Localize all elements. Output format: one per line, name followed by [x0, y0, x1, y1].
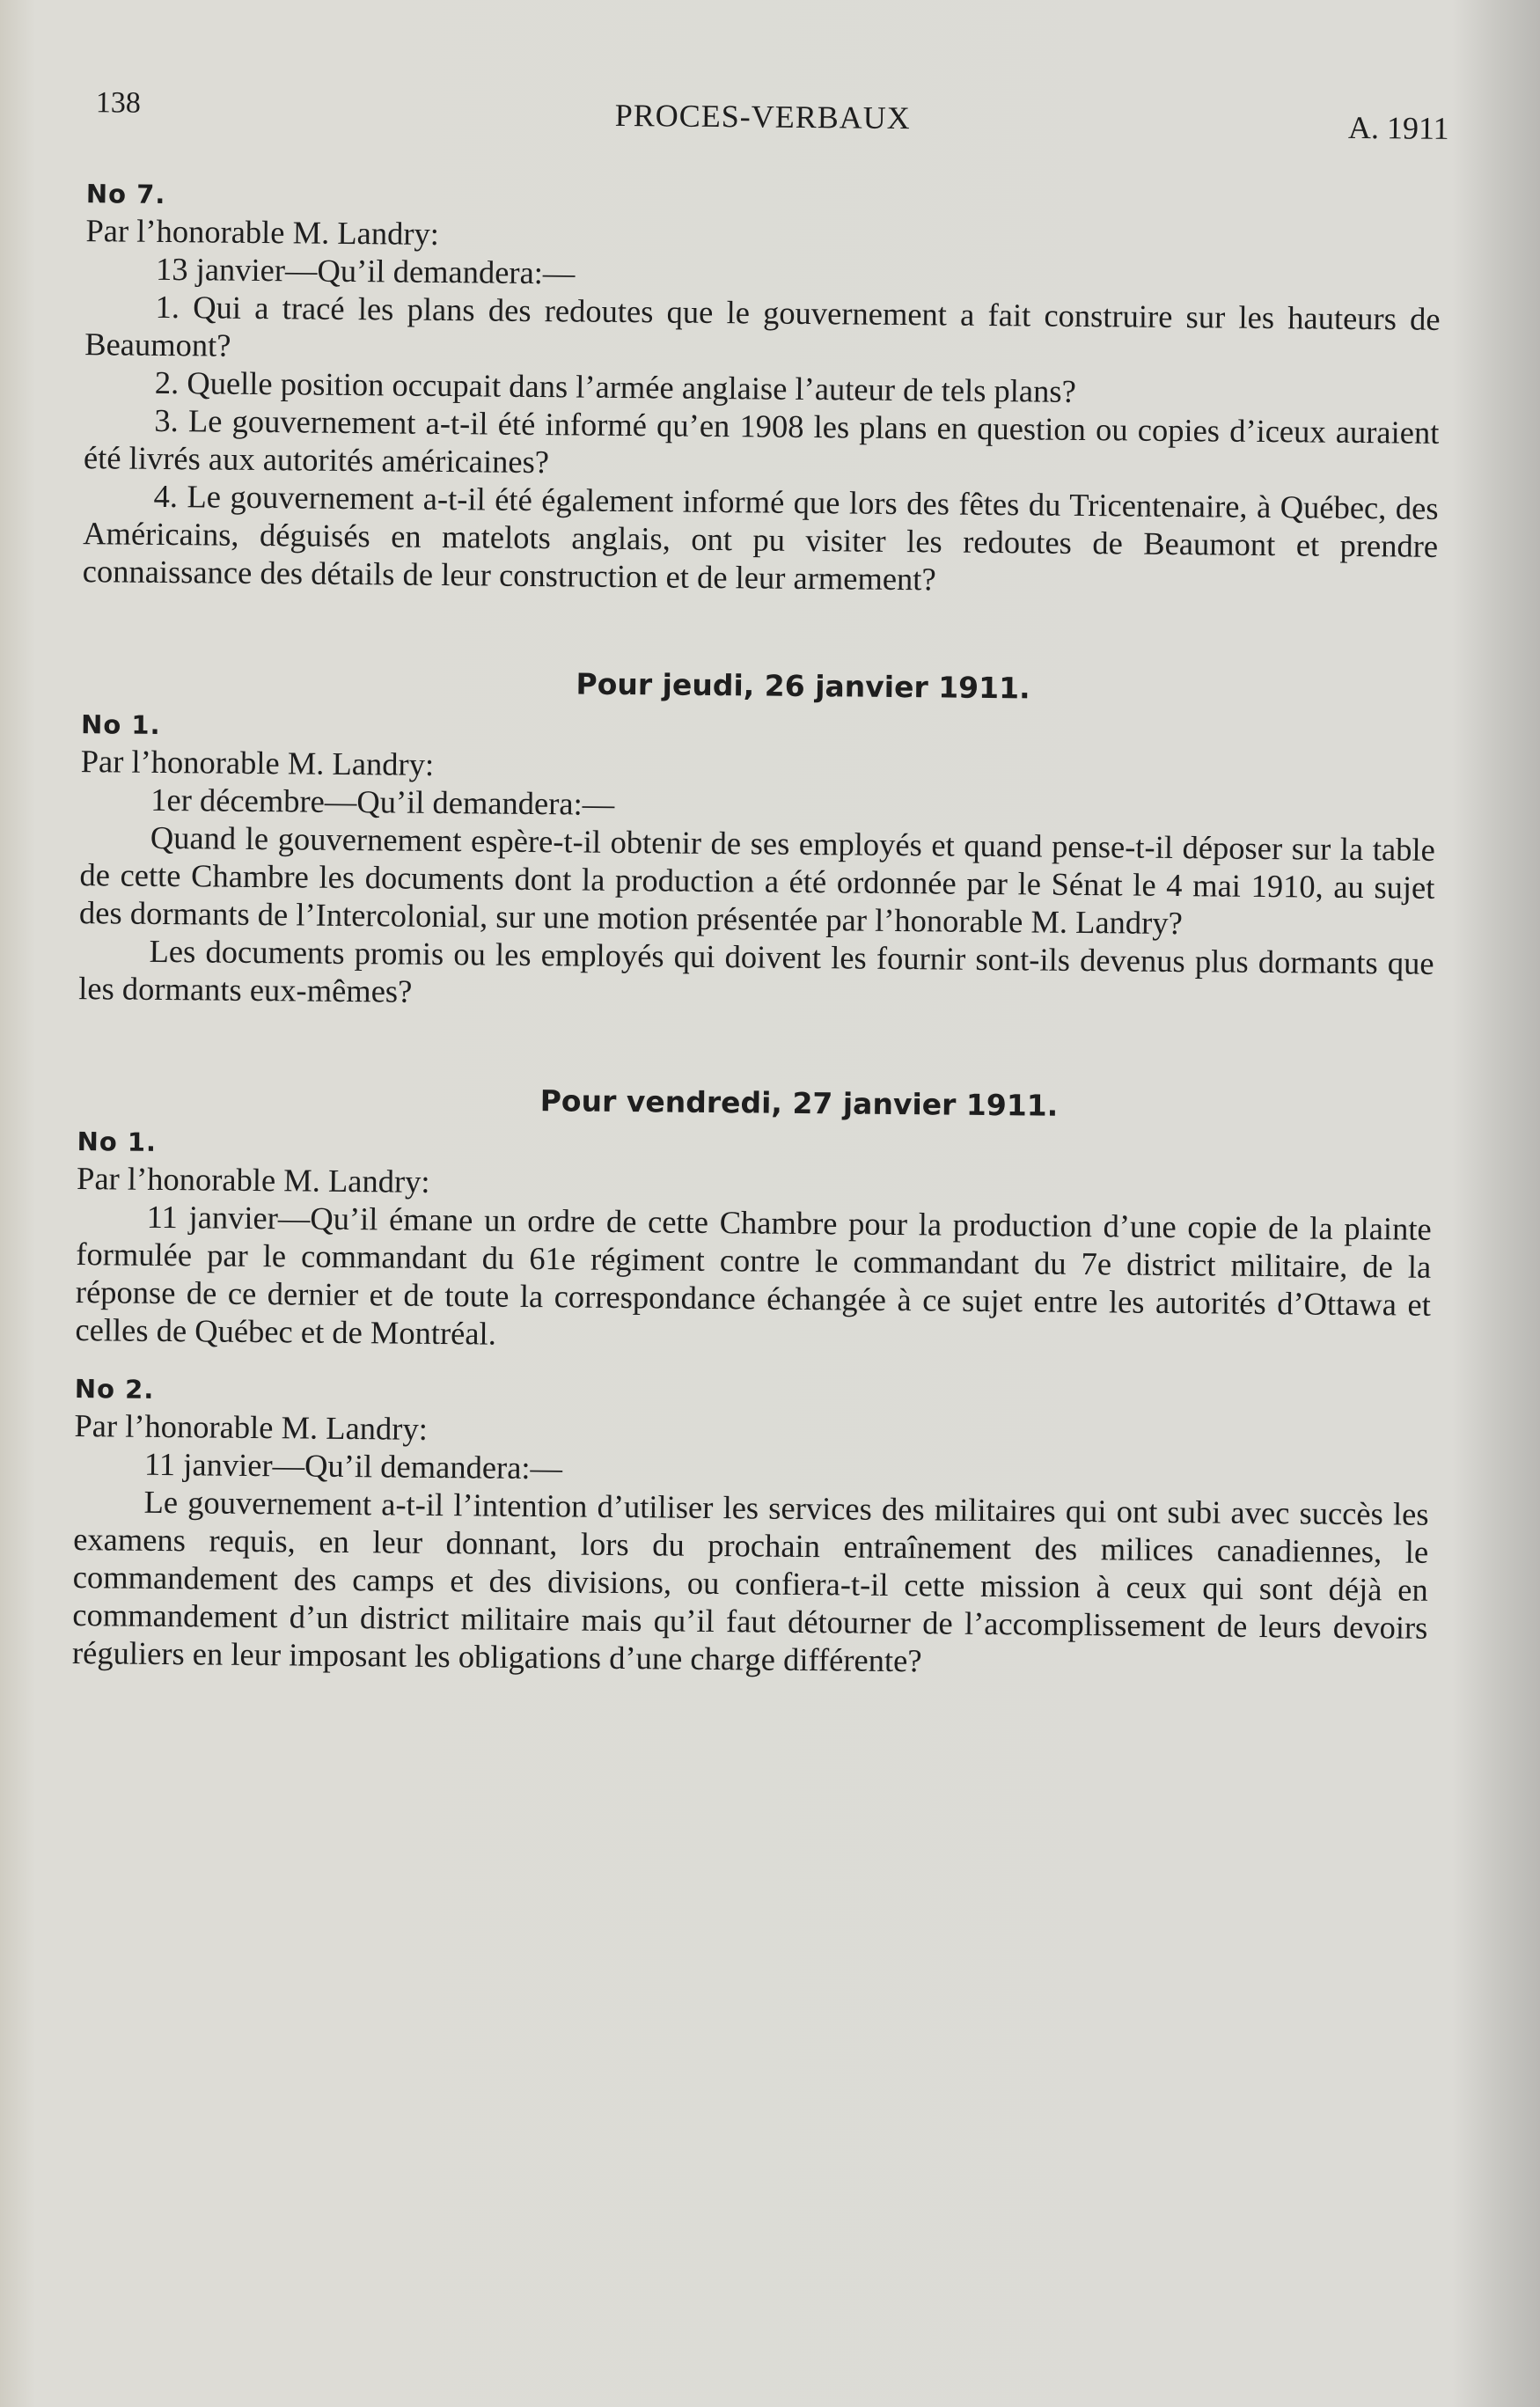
question-block: [78, 707, 1436, 1020]
running-title: PROCES-VERBAUX: [614, 97, 911, 136]
question-paragraph: 11 janvier—Qu’il émane un ordre de cette Chambre pour la production d’une copie de la plainte formulée par le commandant du 61e régiment contre le commandant du 7e district militaire, de la réponse de ce dernier et de toute la correspondance échangée à ce sujet entre les autorités d’Ottawa et celles de Québec et de Montréal.: [75, 1198, 1432, 1352]
question-item-1: 1. Qui a tracé les plans des redoutes que le gouvernement a fait construire sur les hauteurs de Beaumont?: [84, 288, 1441, 363]
question-paragraph: Les documents promis ou les employés qui doivent les fournir sont-ils devenus plus dormants que les dormants eux-mêmes?: [78, 932, 1434, 1009]
page-content: [71, 0, 1450, 1679]
question-paragraph: Quand le gouvernement espère-t-il obtenir de ses employés et quand pense-t-il déposer sur la table de cette Chambre les documents dont la production a été ordonnée par le Sénat le 4 mai 1910, au sujet des dormants de l’Intercolonial, sur une motion présentée par l’honorable M. Landry?: [78, 818, 1436, 942]
question-item-3: 3. Le gouvernement a-t-il été informé qu’en 1908 les plans en question ou copies d’iceux auraient été livrés aux autorités américaines?: [83, 401, 1440, 481]
question-number: No 7.: [85, 179, 166, 209]
question-author: Par l’honorable M. Landry:: [80, 743, 435, 782]
question-block: [83, 176, 1441, 603]
question-author: Par l’honorable M. Landry:: [74, 1407, 429, 1447]
question-block: [75, 1124, 1432, 1361]
session-label: A. 1911: [1347, 109, 1449, 146]
question-author: Par l’honorable M. Landry:: [76, 1160, 430, 1200]
question-paragraph: Le gouvernement a-t-il l’intention d’utiliser les services des militaires qui ont subi avec succès les examens requis, en leur donnant, lors du prochain entraînement des milices canadiennes, le commandement des camps et des divisions, ou confiera-t-il cette mission à ceux qui sont déjà en commandement d’un district militaire mais qu’il faut détourner de l’accomplissement de leurs devoirs réguliers en leur imposant les obligations d’une charge différente?: [71, 1483, 1429, 1679]
question-item-2: 2. Quelle position occupait dans l’armée anglaise l’auteur de tels plans?: [154, 363, 1076, 409]
question-item-4: 4. Le gouvernement a-t-il été également informé que lors des fêtes du Tricentenaire, à Québec, des Américains, déguisés en matelots anglais, ont pu visiter les redoutes de Beaumont et prendre connaissance des détails de leur construction et de leur armement?: [82, 477, 1439, 598]
document-body: [72, 176, 1441, 1684]
question-date-line: 11 janvier—Qu’il demandera:—: [143, 1445, 563, 1486]
question-author: Par l’honorable M. Landry:: [85, 212, 440, 252]
question-number: No 2.: [74, 1374, 155, 1405]
day-heading: Pour jeudi, 26 janvier 1911.: [576, 666, 1030, 706]
day-heading: Pour vendredi, 27 janvier 1911.: [539, 1083, 1059, 1123]
question-block: [72, 1371, 1430, 1684]
question-number: No 1.: [80, 709, 161, 740]
page-header: [76, 86, 1449, 152]
page-number: 138: [95, 86, 142, 120]
question-date-line: 1er décembre—Qu’il demandera:—: [150, 781, 615, 822]
question-date-line: 13 janvier—Qu’il demandera:—: [155, 250, 576, 291]
question-number: No 1.: [77, 1126, 158, 1157]
